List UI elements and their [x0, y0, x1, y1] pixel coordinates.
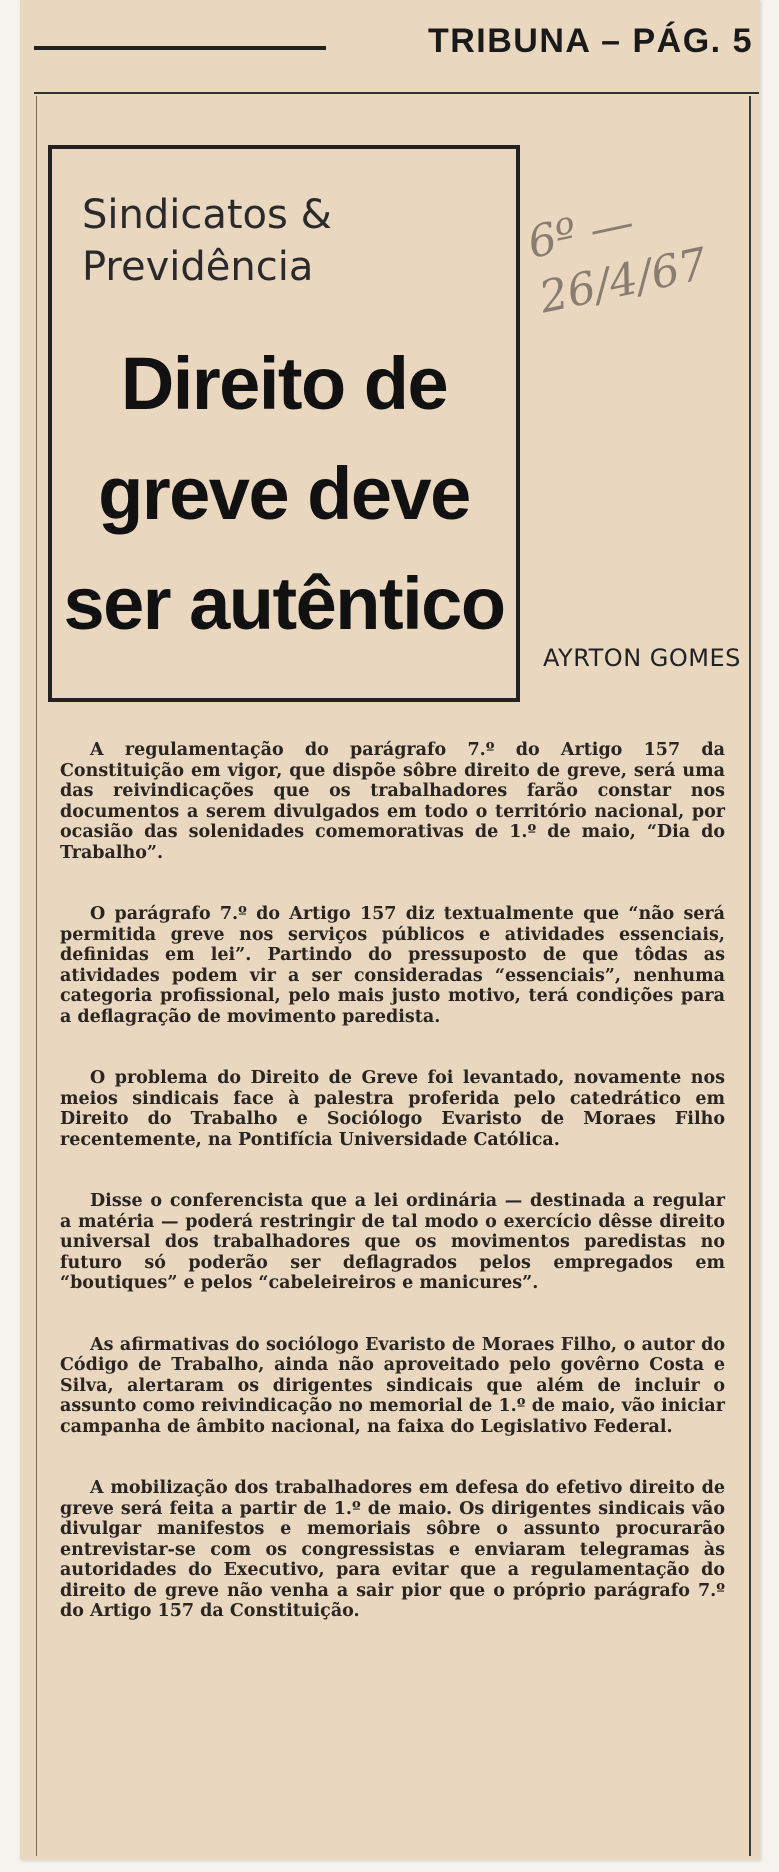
- paragraph: O problema do Direito de Greve foi levantado, novamente nos meios sindicais face à palestra proferida pelo catedrático em Direito do Trabalho e Sociólogo Evaristo de Moraes Filho recentemente, na Pontifícia Universidade Católica.: [60, 1068, 725, 1150]
- column-top-rule: [34, 92, 759, 94]
- paragraph: Disse o conferencista que a lei ordinária — destinada a regular a matéria — poderá restringir de tal modo o exercício dêsse direito universal dos trabalhadores que os movimentos paredistas no futuro só poderão ser deflagrados pelos empregados em “boutiques” e pelos “cabeleireiros e manicures”.: [60, 1191, 725, 1293]
- byline: AYRTON GOMES: [543, 644, 741, 672]
- paragraph: As afirmativas do sociólogo Evaristo de Moraes Filho, o autor do Código de Trabalho, ainda não aproveitado pelo govêrno Costa e Silva, alertaram os dirigentes sindicais que além de incluir o assunto como reivindicação no memorial de 1.º de maio, vão iniciar campanha de âmbito nacional, na faixa do Legislativo Federal.: [60, 1334, 725, 1437]
- headline: Direito de greve deve ser autêntico: [63, 342, 505, 645]
- section-title: Sindicatos & Previdência: [82, 192, 332, 290]
- paragraph: O parágrafo 7.º do Artigo 157 diz textualmente que “não será permitida greve nos serviços públicos e atividades essenciais, definidas em lei”. Partindo do pressuposto de que tôdas as atividades podem vir a ser consideradas “essenciais”, nenhuma categoria profissional, pelo mais justo motivo, terá condições para a deflagração de movimento paredista.: [60, 904, 725, 1027]
- paragraph: A regulamentação do parágrafo 7.º do Artigo 157 da Constituição em vigor, que dispõe sôbre direito de greve, será uma das reivindicações que os trabalhadores farão constar nos documentos a serem divulgados em todo o território nacional, por ocasião das solenidades comemorativas de 1.º de maio, “Dia do Trabalho”.: [60, 740, 725, 863]
- headline-box: [48, 145, 520, 702]
- publication-header: TRIBUNA – PÁG. 5: [427, 22, 753, 60]
- article-body: [60, 740, 725, 1622]
- header-rule: [34, 46, 326, 50]
- handwritten-date-note: 6º — 26/4/67: [523, 196, 712, 324]
- paragraph: A mobilização dos trabalhadores em defesa do efetivo direito de greve será feita a partir de 1.º de maio. Os dirigentes sindicais vão divulgar manifestos e memoriais sôbre o assunto procurarão entrevistar-se com os congressistas e enviaram telegramas às autoridades do Executivo, para evitar que a regulamentação do direito de greve não venha a sair pior que o próprio parágrafo 7.º do Artigo 157 da Constituição.: [60, 1478, 725, 1621]
